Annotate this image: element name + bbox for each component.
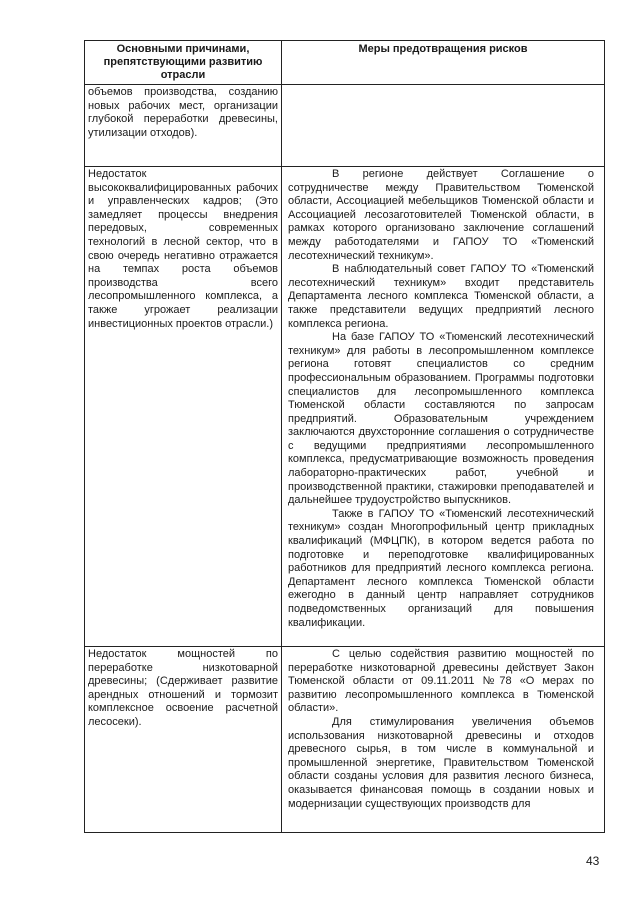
risk-table bbox=[84, 40, 605, 833]
measures-cell bbox=[282, 167, 605, 647]
measures-cell bbox=[282, 647, 605, 833]
cause-text: Недостаток мощностей по переработке низкотоварной древесины; (Сдерживает развитие арендных отношений и тормозит комплексное освоение расчетной лесосеки). bbox=[88, 648, 278, 728]
measure-paragraph: В регионе действует Соглашение о сотрудничестве между Правительством Тюменской области, Ассоциацией мебельщиков Тюменской области и Ассоциацией лесозаготовителей Тюменской области, в рамках которого организовано заключение соглашений между работодателями и ГАПОУ ТО «Тюменский лесотехнический техникум». bbox=[288, 168, 594, 262]
table-header-row bbox=[85, 41, 605, 85]
cause-cell bbox=[85, 647, 282, 833]
measure-paragraph: Также в ГАПОУ ТО «Тюменский лесотехнический техникум» создан Многопрофильный центр прикладных квалификаций (МФЦПК), в котором ведется работа по подготовке и переподготовке квалифицированных работников для предприятий лесного комплекса региона. Департамент лесного комплекса Тюменской области ежегодно в данный центр направляет сотрудников подведомственных организаций для повышения квалификации. bbox=[288, 507, 594, 629]
cause-text: объемов производства, созданию новых рабочих мест, организации глубокой переработки древесины, утилизации отходов). bbox=[88, 86, 278, 139]
measure-paragraph: С целью содействия развитию мощностей по переработке низкотоварной древесины действует Закон Тюменской области от 09.11.2011 №78 «О мерах по развитию лесопромышленного комплекса в Тюменской области». bbox=[288, 648, 594, 715]
measure-paragraph: Для стимулирования увеличения объемов использования низкотоварной древесины и отходов древесного сырья, в том числе в коммунальной и промышленной энергетике, Правительством Тюменской области созданы условия для развития лесного бизнеса, оказывается финансовая помощь в создании новых и модернизации существующих производств для bbox=[288, 715, 594, 810]
cause-cell bbox=[85, 167, 282, 647]
header-causes: Основными причинами, препятствующими развитию отрасли bbox=[85, 41, 282, 85]
measures-cell bbox=[282, 85, 605, 167]
page-number: 43 bbox=[586, 854, 600, 868]
measure-paragraph: В наблюдательный совет ГАПОУ ТО «Тюменский лесотехнический техникум» входит представитель Департамента лесного комплекса Тюменской области, а также представители ведущих предприятий лесного комплекса региона. bbox=[288, 263, 594, 330]
cause-cell bbox=[85, 85, 282, 167]
cause-text: Недостаток высококвалифицированных рабочих и управленческих кадров; (Это замедляет процессы внедрения передовых, современных технологий в лесной сектор, что в свою очередь негативно отражается на темпах роста объемов производства всего лесопромышленного комплекса, а также угрожает реализации инвестиционных проектов отрасли.) bbox=[88, 168, 278, 330]
table-row bbox=[85, 647, 605, 833]
header-measures: Меры предотвращения рисков bbox=[282, 41, 605, 85]
measure-paragraph: На базе ГАПОУ ТО «Тюменский лесотехнический техникум» для работы в лесопромышленном комплексе региона готовят специалистов со средним профессиональным образованием. Программы подготовки специалистов для лесопромышленного комплекса Тюменской области составляются по запросам предприятий. Образовательным учреждением заключаются двухсторонние соглашения о сотрудничестве с ведущими предприятиями лесопромышленного комплекса, предусматривающие возможность проведения лабораторно-практических работ, учебной и производственной практики, стажировки преподавателей и дальнейшее трудоустройство выпускников. bbox=[288, 331, 594, 507]
table-row bbox=[85, 85, 605, 167]
table-row bbox=[85, 167, 605, 647]
